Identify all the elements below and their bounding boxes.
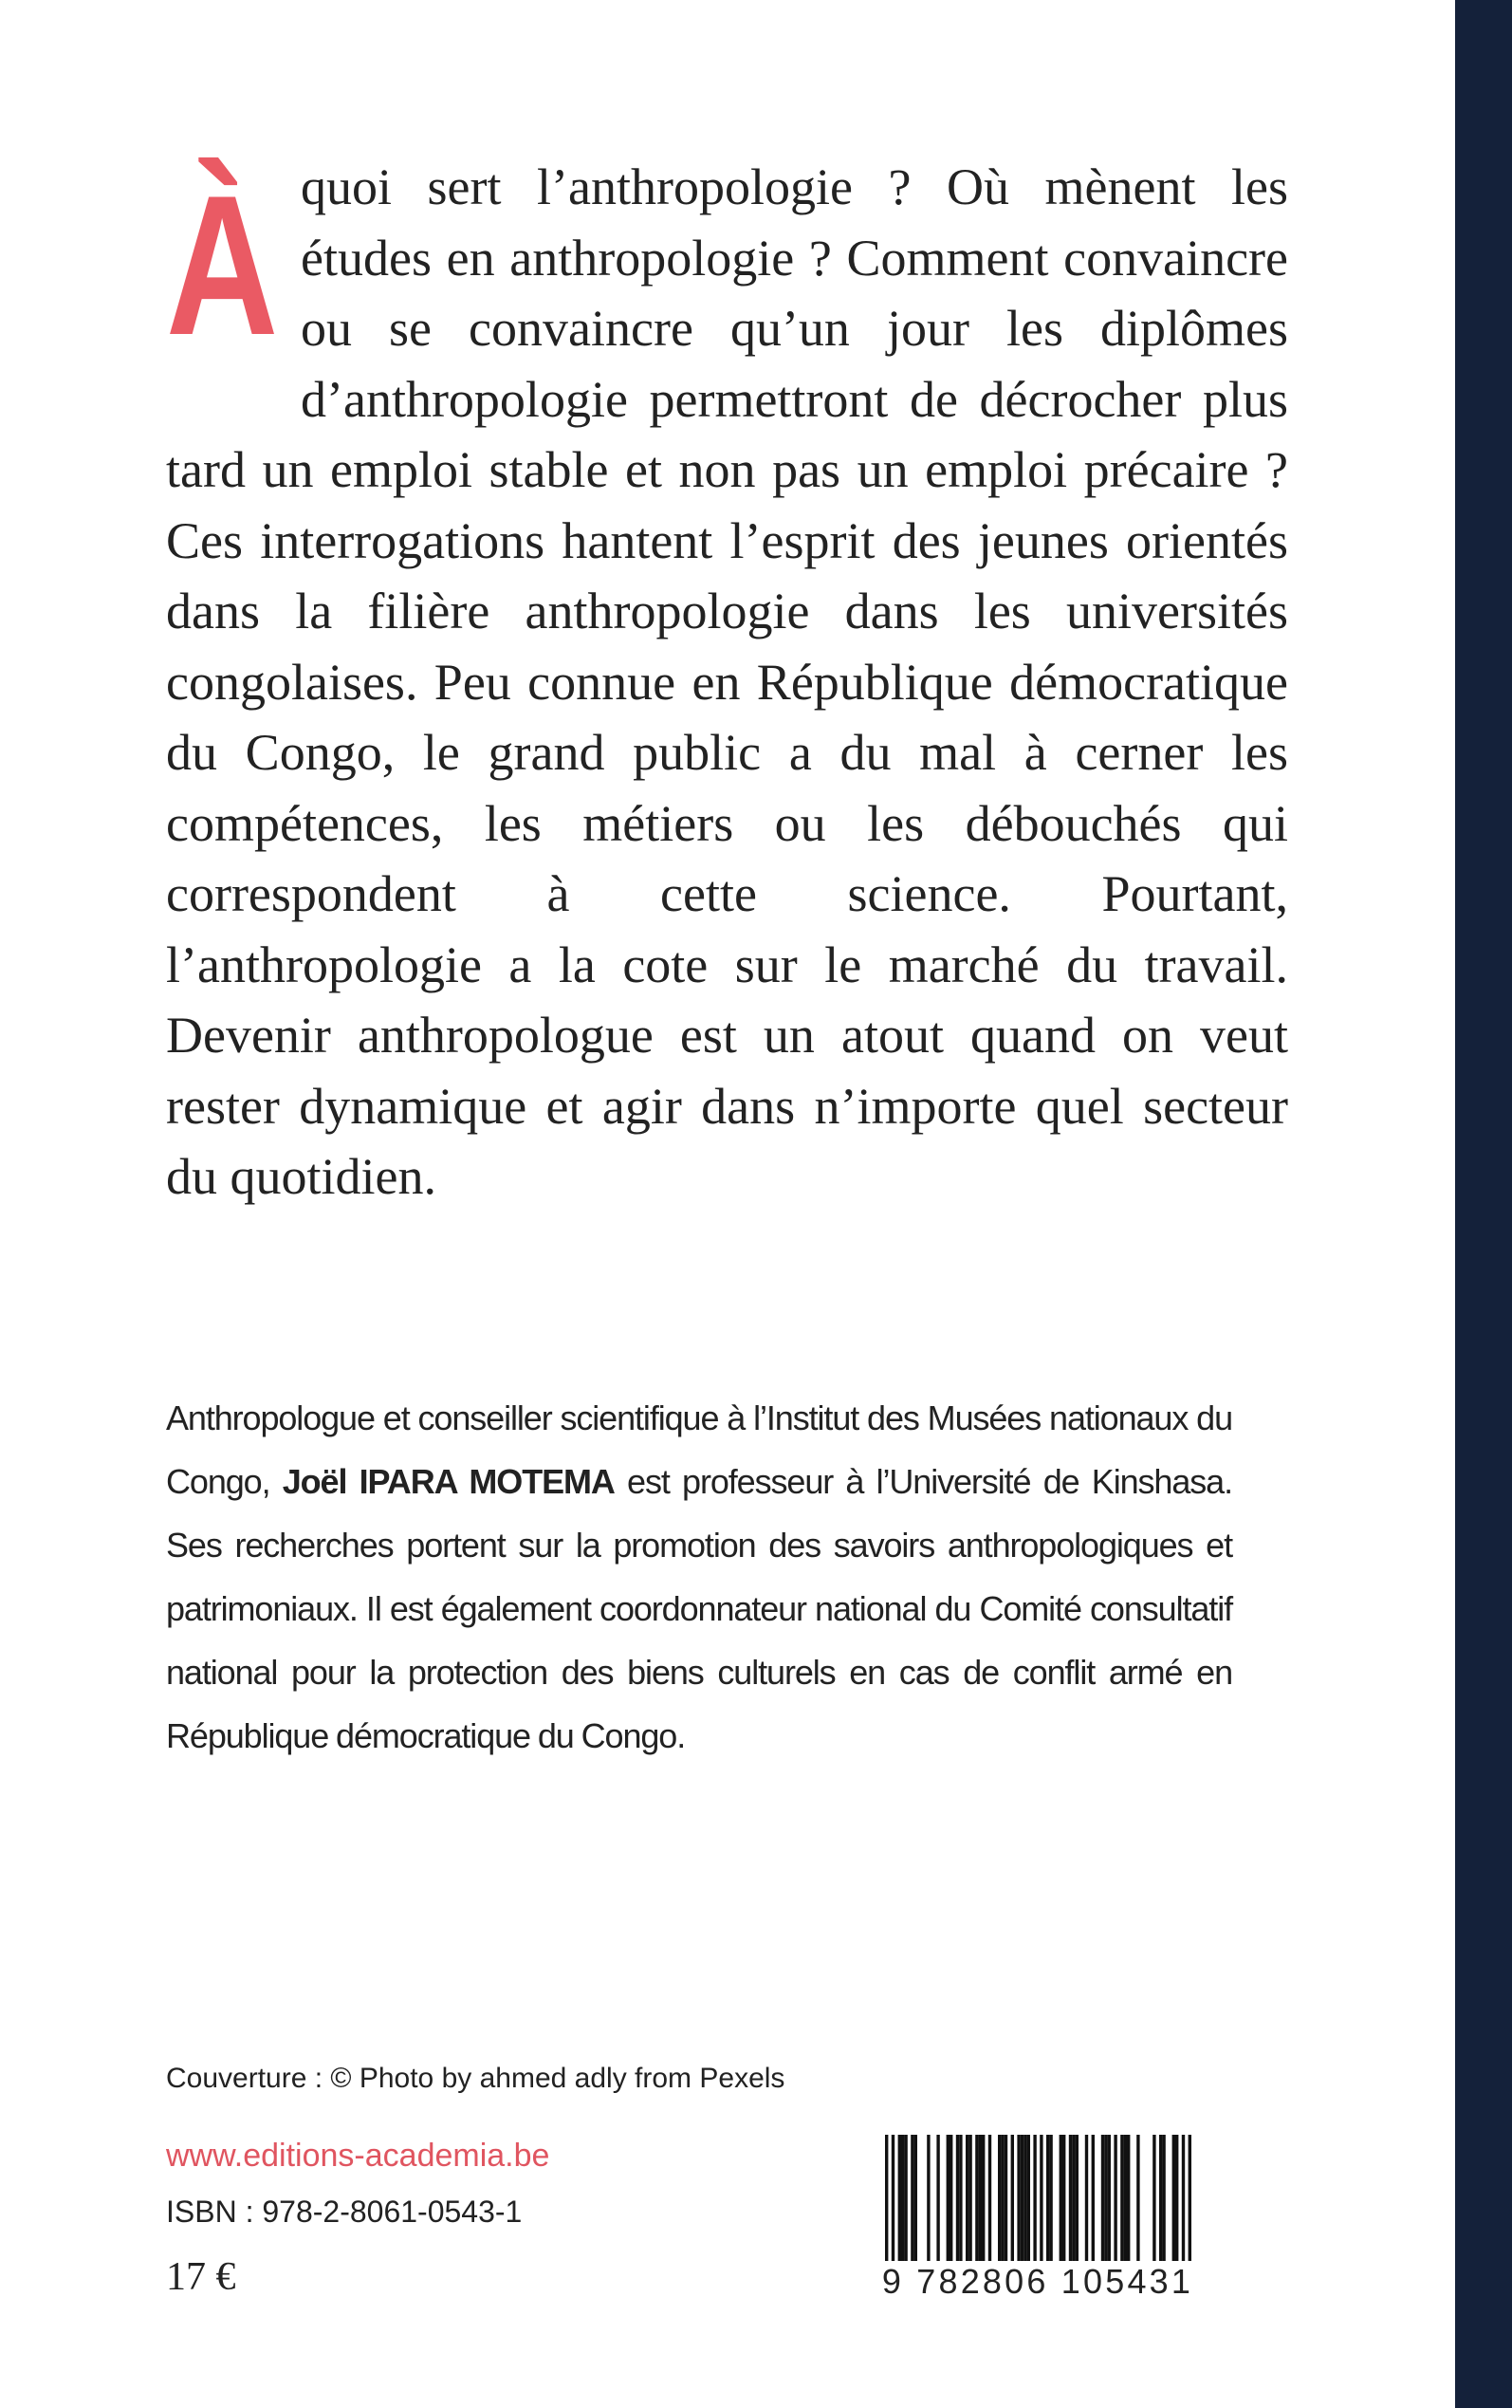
barcode-bar [1108, 2135, 1111, 2262]
barcode-digits: 9 782806 105431 [857, 2261, 1219, 2303]
barcode-bar [1101, 2135, 1104, 2262]
barcode-bar [1136, 2135, 1139, 2262]
back-cover-blurb [166, 152, 1288, 1213]
author-bio [166, 1386, 1232, 1768]
barcode-bar [914, 2135, 917, 2262]
publisher-website-link[interactable]: www.editions-academia.be [166, 2138, 550, 2174]
bio-rest: est professeur à l’Université de Kinshasa. Ses recherches portent sur la promotion des savoirs anthropologiques et patrimoniaux. Il est également coordonnateur national du Comité consultatif national pour la protection des biens culturels en cas de conflit armé en République démocratique du Congo. [166, 1462, 1232, 1755]
barcode-bar [956, 2135, 959, 2262]
cover-photo-credit: Couverture : © Photo by ahmed adly from Pexels [166, 2063, 785, 2094]
barcode-bar [947, 2135, 950, 2262]
drop-cap-letter: À [166, 154, 276, 377]
isbn-label: ISBN : 978-2-8061-0543-1 [166, 2195, 523, 2229]
barcode-bar [898, 2135, 901, 2262]
barcode-bar [1124, 2135, 1127, 2262]
blurb-text: quoi sert l’anthropologie ? Où mènent les études en anthropologie ? Comment convaincre ou se convaincre qu’un jour les diplômes d’anthropologie permettront de décrocher plus tard un emploi stable et non pas un emploi précaire ? Ces interrogations hantent l’esprit des jeunes orientés dans la filière anthropologie dans les universités congolaises. Peu connue en République démocratique du Congo, le grand public a du mal à cerner les compétences, les métiers ou les débouchés qui correspondent à cette science. Pourtant, l’anthropologie a la cote sur le marché du travail. Devenir anthropologue est un atout quand on veut rester dynamique et agir dans n’importe quel secteur du quotidien. [166, 158, 1288, 1205]
barcode-bar [1076, 2135, 1079, 2262]
barcode-bar [1046, 2135, 1049, 2262]
barcode-bar [901, 2135, 904, 2262]
barcode-bar [998, 2135, 1001, 2262]
barcode-bar [1104, 2135, 1107, 2262]
barcode-bar [1172, 2135, 1175, 2262]
barcode-bar [1159, 2135, 1162, 2262]
barcode-bar [950, 2135, 952, 2262]
spine-band [1455, 0, 1512, 2408]
barcode-bar [1120, 2135, 1123, 2262]
barcode-bar [1005, 2135, 1007, 2262]
barcode-bar [1069, 2135, 1072, 2262]
bio-intro: Anthropologue et conseiller scientifique à l’Institut des Musées nationaux du Congo, [166, 1398, 1232, 1501]
barcode-bar [966, 2135, 968, 2262]
barcode-bar [1127, 2135, 1130, 2262]
barcode-bar [979, 2135, 982, 2262]
barcode-bar [1027, 2135, 1030, 2262]
barcode-bar [1021, 2135, 1023, 2262]
barcode-bar [1162, 2135, 1165, 2262]
barcode-bar [1085, 2135, 1088, 2262]
barcode-bar [975, 2135, 978, 2262]
barcode-bar [968, 2135, 971, 2262]
barcode-bar [1011, 2135, 1014, 2262]
barcode-bar [1060, 2135, 1062, 2262]
author-name: Joël IPARA MOTEMA [282, 1462, 615, 1501]
barcode-bar [1049, 2135, 1052, 2262]
barcode-bar [1023, 2135, 1026, 2262]
barcode-bar [1072, 2135, 1075, 2262]
barcode-bar [1175, 2135, 1178, 2262]
barcode-bar [1092, 2135, 1095, 2262]
barcode-bar [936, 2135, 939, 2262]
barcode-bar [1062, 2135, 1065, 2262]
barcode-bar [1152, 2135, 1155, 2262]
barcode-bar [1114, 2135, 1116, 2262]
barcode-bar [911, 2135, 913, 2262]
barcode-bar [904, 2135, 907, 2262]
barcode-bar [1001, 2135, 1004, 2262]
barcode-bar [982, 2135, 985, 2262]
barcode-bar [959, 2135, 962, 2262]
barcode-bar [927, 2135, 930, 2262]
barcode-bar [1017, 2135, 1020, 2262]
barcode-bar [988, 2135, 991, 2262]
price-label: 17 € [166, 2255, 236, 2299]
